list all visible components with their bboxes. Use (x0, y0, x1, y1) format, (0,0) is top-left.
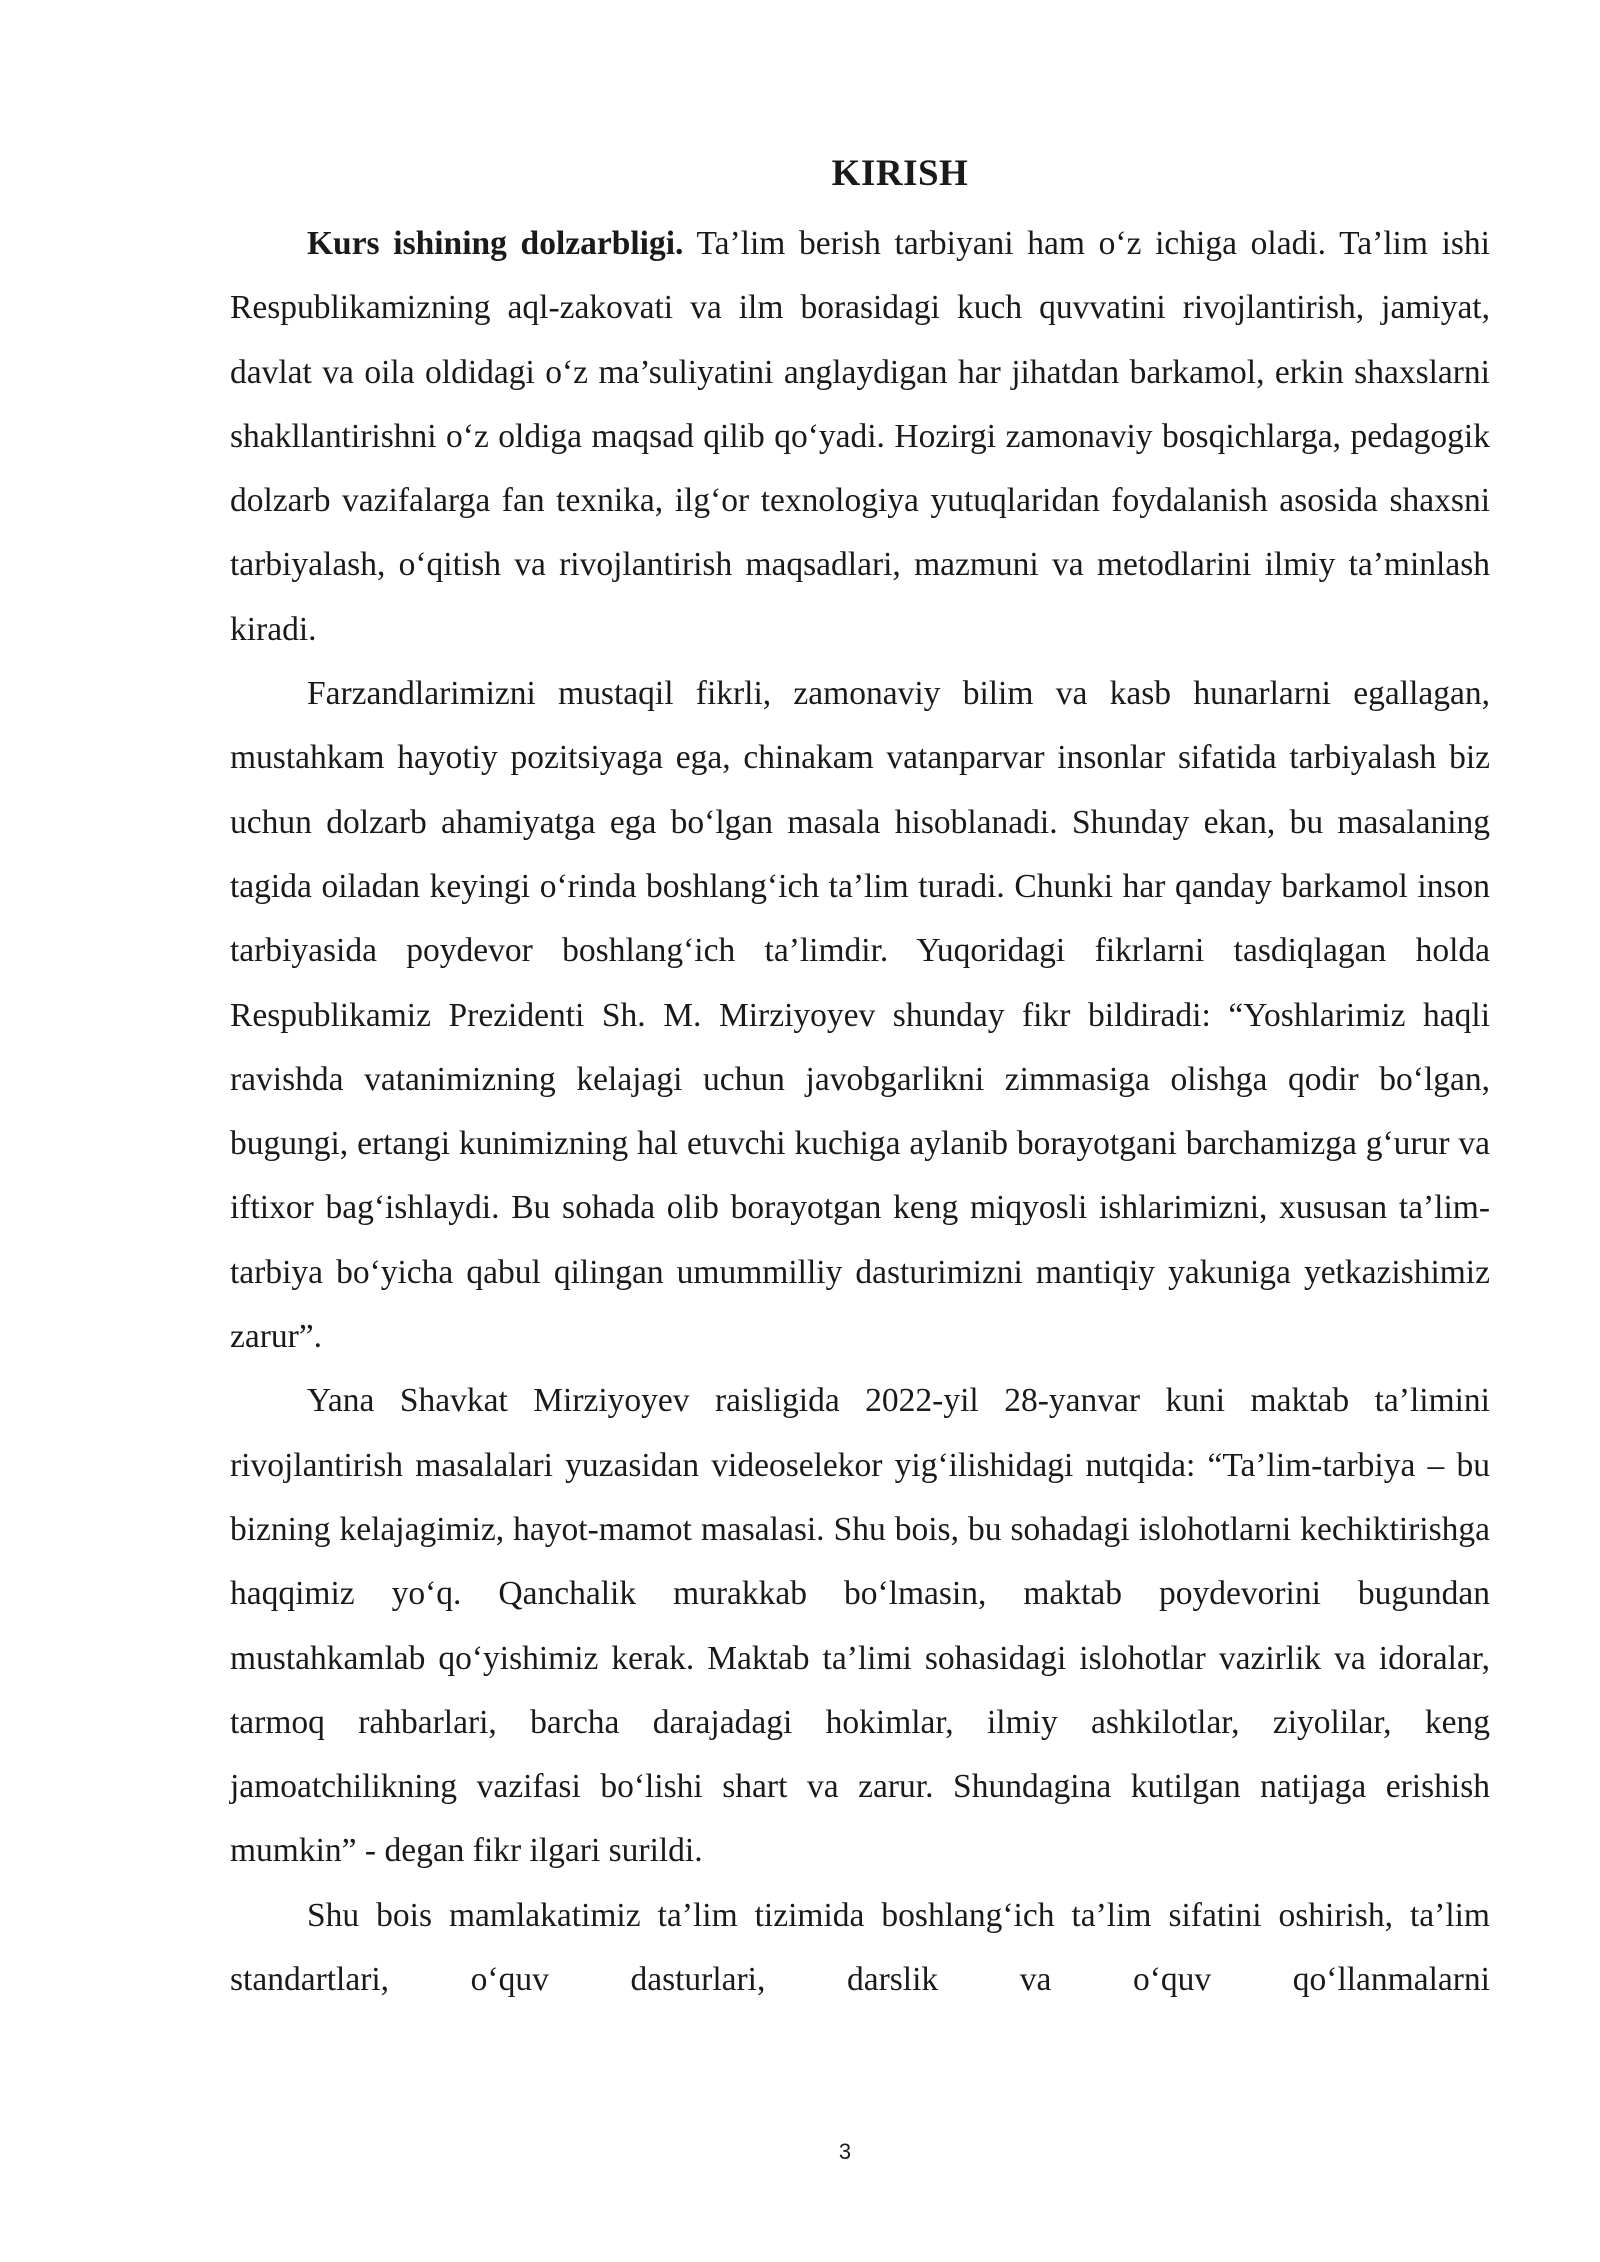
paragraph-relevance (230, 212, 1490, 662)
paragraph-upbringing (230, 662, 1490, 1369)
paragraph-text: Shu bois mamlakatimiz ta’lim tizimida boshlang‘ich ta’lim sifatini oshirish, ta’lim standartlari, o‘quv dasturlari, darslik va o‘quv qo‘llanmalarni (230, 1896, 1490, 1999)
paragraph-school-reform (230, 1369, 1490, 1883)
page-title: KIRISH (831, 153, 969, 194)
paragraph-education-quality (230, 1884, 1490, 2013)
document-body (230, 212, 1490, 2012)
page-number: 3 (838, 2139, 852, 2164)
paragraph-text: Farzandlarimizni mustaqil fikrli, zamonaviy bilim va kasb hunarlarni egallagan, mustahkam hayotiy pozitsiyaga ega, chinakam vatanparvar insonlar sifatida tarbiyalash biz uchun dolzarb ahamiyatga ega bo‘lgan masala hisoblanadi. Shunday ekan, bu masalaning tagida oiladan keyingi o‘rinda boshlang‘ich ta’lim turadi. Chunki har qanday barkamol inson tarbiyasida poydevor boshlang‘ich ta’limdir. Yuqoridagi fikrlarni tasdiqlagan holda Respublikamiz Prezidenti Sh. M. Mirziyoyev shunday fikr bildiradi: “Yoshlarimiz haqli ravishda vatanimizning kelajagi uchun javobgarlikni zimmasiga olishga qodir bo‘lgan, bugungi, ertangi kunimizning hal etuvchi kuchiga aylanib borayotgani barchamizga g‘urur va iftixor bag‘ishlaydi. Bu sohada olib borayotgan keng miqyosli ishlarimizni, xususan ta’lim-tarbiya bo‘yicha qabul qilingan umummilliy dasturimizni mantiqiy yakuniga yetkazishimiz zarur”. (230, 675, 1490, 1356)
paragraph-text: Ta’lim berish tarbiyani ham o‘z ichiga oladi. Ta’lim ishi Respublikamizning aql-zakovati va ilm borasidagi kuch quvvatini rivojlantirish, jamiyat, davlat va oila oldidagi o‘z ma’suliyatini anglaydigan har jihatdan barkamol, erkin shaxslarni shakllantirishni o‘z oldiga maqsad qilib qo‘yadi. Hozirgi zamonaviy bosqichlarga, pedagogik dolzarb vazifalarga fan texnika, ilg‘or texnologiya yutuqlaridan foydalanish asosida shaxsni tarbiyalash, o‘qitish va rivojlantirish maqsadlari, mazmuni va metodlarini ilmiy ta’minlash kiradi. (230, 225, 1490, 648)
paragraph-text: Yana Shavkat Mirziyoyev raisligida 2022-yil 28-yanvar kuni maktab ta’limini rivojlantirish masalalari yuzasidan videoselekor yig‘ilishidagi nutqida: “Ta’lim-tarbiya – bu bizning kelajagimiz, hayot-mamot masalasi. Shu bois, bu sohadagi islohotlarni kechiktirishga haqqimiz yo‘q. Qanchalik murakkab bo‘lmasin, maktab poydevorini bugundan mustahkamlab qo‘yishimiz kerak. Maktab ta’limi sohasidagi islohotlar vazirlik va idoralar, tarmoq rahbarlari, barcha darajadagi hokimlar, ilmiy ashkilotlar, ziyolilar, keng jamoatchilikning vazifasi bo‘lishi shart va zarur. Shundagina kutilgan natijaga erishish mumkin” - degan fikr ilgari surildi. (230, 1382, 1490, 1870)
paragraph-lead: Kurs ishining dolzarbligi. (307, 225, 684, 262)
